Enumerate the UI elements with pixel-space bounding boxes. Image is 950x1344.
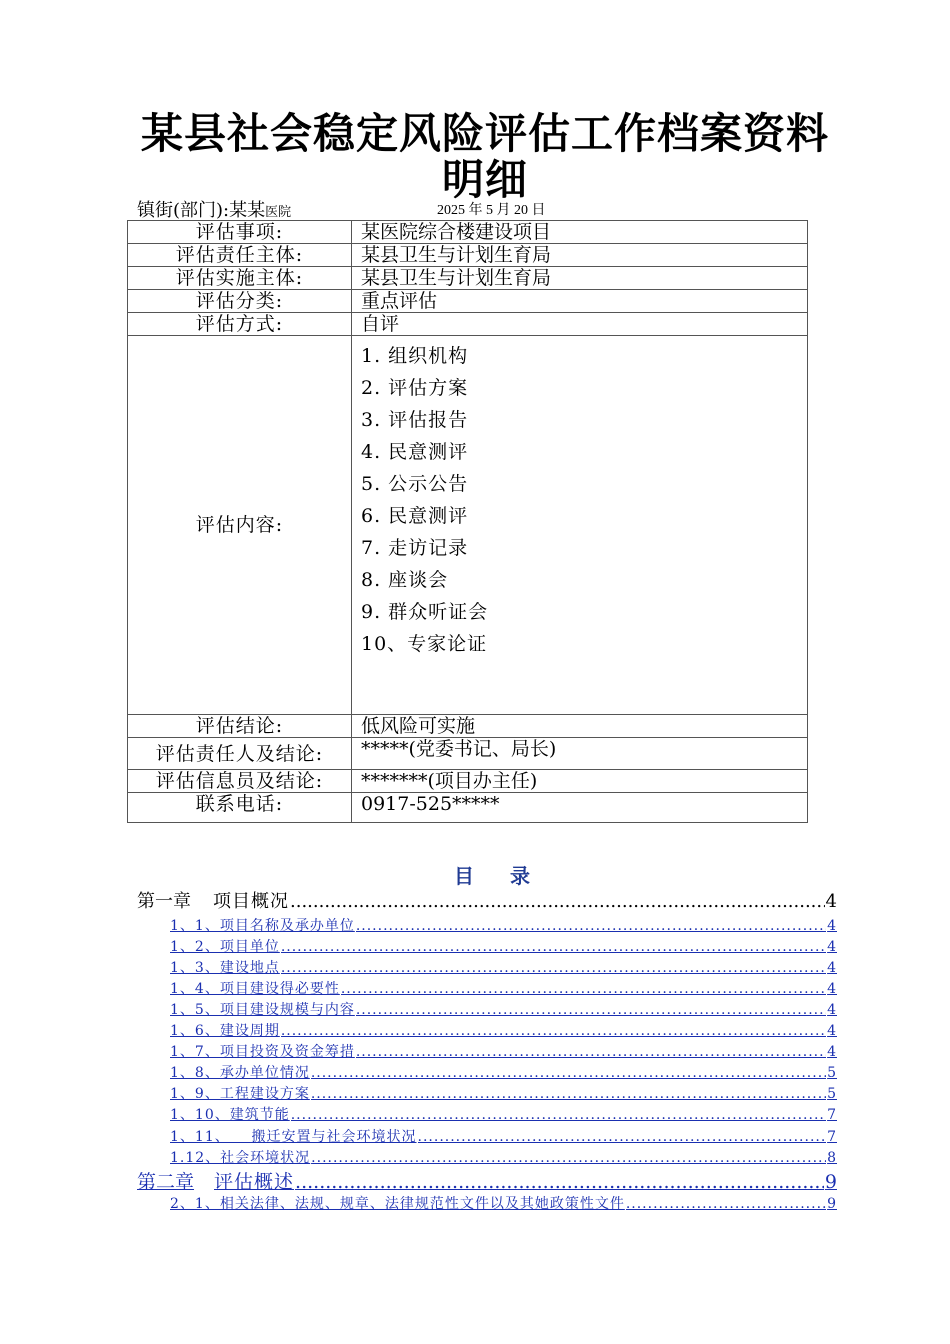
row-value: 重点评估 bbox=[352, 290, 808, 313]
toc-item-label: 1、2、项目单位 bbox=[170, 939, 280, 955]
leader-dots bbox=[295, 1170, 824, 1194]
list-item: 4. 民意测评 bbox=[361, 441, 469, 463]
page-number: 4 bbox=[827, 939, 837, 955]
page-number: 4 bbox=[825, 891, 837, 912]
toc-item-label: 1、11、 搬迁安置与社会环境状况 bbox=[170, 1129, 417, 1145]
row-key: 评估事项: bbox=[128, 221, 352, 244]
toc-link-1-12[interactable] bbox=[170, 1146, 837, 1167]
department-suffix: 医院 bbox=[265, 205, 292, 220]
page-number: 4 bbox=[827, 1002, 837, 1018]
toc-item-label: 1、4、项目建设得必要性 bbox=[170, 981, 340, 997]
row-value: 低风险可实施 bbox=[352, 715, 808, 738]
row-value: 某医院综合楼建设项目 bbox=[352, 221, 808, 244]
toc-link-1-1[interactable] bbox=[170, 914, 837, 935]
leader-dots bbox=[341, 980, 826, 998]
leader-dots bbox=[281, 1022, 826, 1040]
toc-link-1-11[interactable] bbox=[170, 1125, 837, 1146]
page-number: 9 bbox=[827, 1196, 837, 1212]
toc-link-1-2[interactable] bbox=[170, 935, 837, 956]
list-item: 7. 走访记录 bbox=[361, 537, 469, 559]
chapter-name: 评估概述 bbox=[214, 1171, 295, 1193]
toc-link-1-3[interactable] bbox=[170, 956, 837, 977]
toc-link-1-10[interactable] bbox=[170, 1103, 837, 1124]
leader-dots bbox=[356, 1043, 826, 1061]
toc-link-1-7[interactable] bbox=[170, 1040, 837, 1061]
chapter-label: 第二章 bbox=[137, 1171, 195, 1193]
list-item: 1. 组织机构 bbox=[361, 345, 469, 367]
row-value: *******(项目办主任) bbox=[352, 770, 808, 793]
page-number: 4 bbox=[827, 918, 837, 934]
toc-chapter-2[interactable] bbox=[137, 1166, 837, 1194]
page-number: 4 bbox=[827, 1044, 837, 1060]
row-key: 评估责任人及结论: bbox=[128, 738, 352, 770]
row-value: *****(党委书记、局长) bbox=[352, 738, 808, 770]
toc-item-label: 1、5、项目建设规模与内容 bbox=[170, 1002, 355, 1018]
list-item: 5. 公示公告 bbox=[361, 473, 469, 495]
row-value: 0917-525***** bbox=[352, 793, 808, 823]
list-item: 6. 民意测评 bbox=[361, 505, 469, 527]
document-title-line1: 某县社会稳定风险评估工作档案资料 bbox=[140, 109, 829, 158]
list-item: 10、专家论证 bbox=[361, 633, 488, 655]
toc-item-label: 1、6、建设周期 bbox=[170, 1023, 280, 1039]
toc-item-label: 1、10、建筑节能 bbox=[170, 1107, 290, 1123]
leader-dots bbox=[311, 1085, 826, 1103]
leader-dots bbox=[311, 1149, 826, 1167]
toc-item-label: 1.12、社会环境状况 bbox=[170, 1150, 311, 1166]
row-key: 评估责任主体: bbox=[128, 244, 352, 267]
toc-item-label: 1、3、建设地点 bbox=[170, 960, 280, 976]
row-value: 自评 bbox=[352, 313, 808, 336]
row-key: 评估方式: bbox=[128, 313, 352, 336]
leader-dots bbox=[418, 1128, 827, 1146]
page-number: 7 bbox=[827, 1107, 837, 1123]
toc-link-1-8[interactable] bbox=[170, 1061, 837, 1082]
leader-dots bbox=[281, 959, 826, 977]
row-value: 某县卫生与计划生育局 bbox=[352, 267, 808, 290]
row-key: 评估实施主体: bbox=[128, 267, 352, 290]
toc-link-1-9[interactable] bbox=[170, 1082, 837, 1103]
row-key: 评估结论: bbox=[128, 715, 352, 738]
toc-link-1-6[interactable] bbox=[170, 1019, 837, 1040]
toc-item-label: 1、8、承办单位情况 bbox=[170, 1065, 310, 1081]
document-date: 2025 年 5 月 20 日 bbox=[437, 203, 546, 218]
toc-link-1-4[interactable] bbox=[170, 977, 837, 998]
toc-item-label: 2、1、相关法律、法规、规章、法律规范性文件以及其她政策性文件 bbox=[170, 1196, 625, 1212]
leader-dots bbox=[291, 1106, 826, 1124]
page-number: 4 bbox=[827, 960, 837, 976]
department-text: 镇街(部门):某某 bbox=[137, 200, 266, 221]
page-number: 9 bbox=[824, 1171, 837, 1193]
page-number: 4 bbox=[827, 981, 837, 997]
leader-dots bbox=[290, 890, 825, 914]
row-key: 评估信息员及结论: bbox=[128, 770, 352, 793]
toc-link-1-5[interactable] bbox=[170, 998, 837, 1019]
toc-item-label: 1、7、项目投资及资金筹措 bbox=[170, 1044, 355, 1060]
list-item: 9. 群众听证会 bbox=[361, 601, 489, 623]
row-key: 评估分类: bbox=[128, 290, 352, 313]
toc-link-2-1[interactable] bbox=[170, 1192, 837, 1213]
row-key: 联系电话: bbox=[128, 793, 352, 823]
chapter-name: 项目概况 bbox=[213, 891, 289, 912]
page-number: 7 bbox=[827, 1129, 837, 1145]
list-item: 2. 评估方案 bbox=[361, 377, 469, 399]
leader-dots bbox=[356, 1001, 826, 1019]
leader-dots bbox=[356, 917, 826, 935]
document-title-line2: 明细 bbox=[441, 155, 528, 204]
toc-chapter-1[interactable] bbox=[137, 886, 837, 914]
list-item: 8. 座谈会 bbox=[361, 569, 449, 591]
chapter-label: 第一章 bbox=[137, 891, 191, 912]
page-number: 5 bbox=[827, 1086, 837, 1102]
toc-item-label: 1、9、工程建设方案 bbox=[170, 1086, 310, 1102]
list-item: 3. 评估报告 bbox=[361, 409, 469, 431]
toc-heading: 目录 bbox=[454, 864, 566, 888]
leader-dots bbox=[311, 1064, 826, 1082]
page-number: 5 bbox=[827, 1065, 837, 1081]
toc-item-label: 1、1、项目名称及承办单位 bbox=[170, 918, 355, 934]
leader-dots bbox=[281, 938, 826, 956]
page-number: 4 bbox=[827, 1023, 837, 1039]
row-key: 评估内容: bbox=[128, 336, 352, 715]
row-value: 某县卫生与计划生育局 bbox=[352, 244, 808, 267]
page-number: 8 bbox=[827, 1150, 837, 1166]
leader-dots bbox=[626, 1195, 826, 1213]
